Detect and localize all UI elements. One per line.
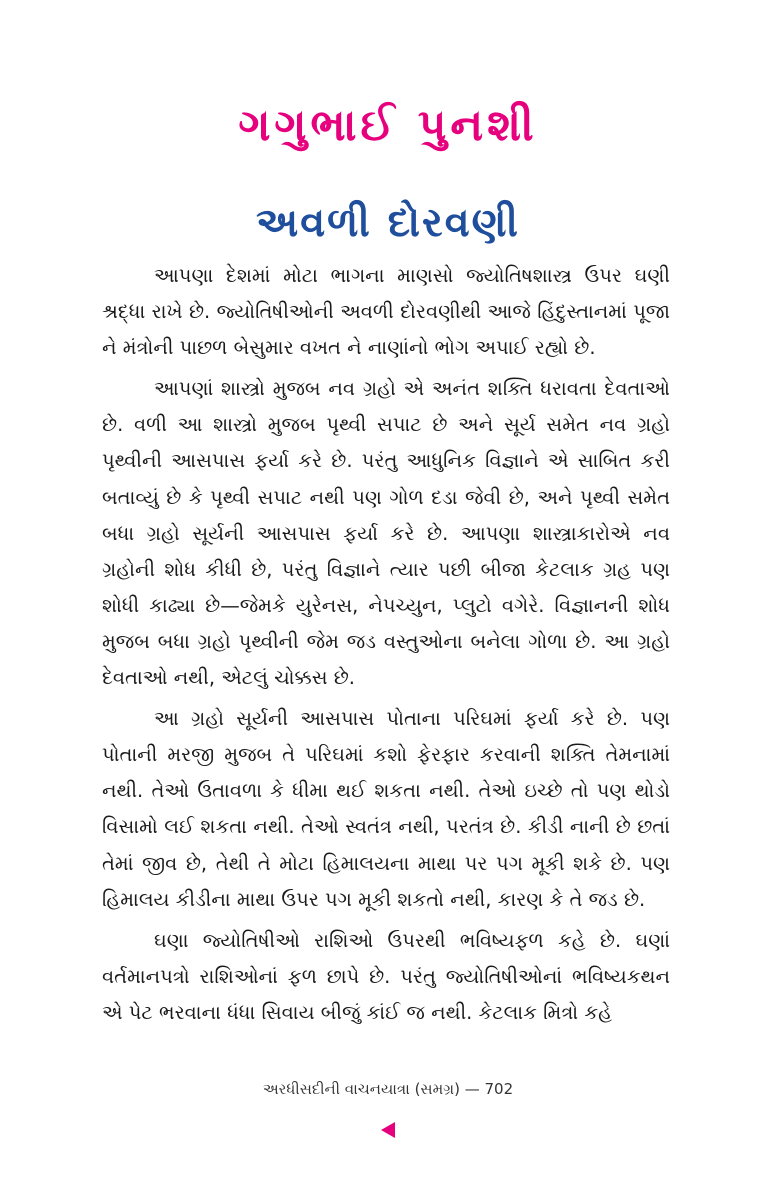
paragraph: આ ગ્રહો સૂર્યની આસપાસ પોતાના પરિઘમાં ફર્યા કરે છે. પણ પોતાની મરજી મુજબ તે પરિઘમાં કશો ફેરફાર કરવાની શક્તિ તેમનામાં નથી. તેઓ ઉતાવળા કે ધીમા થઈ શકતા નથી. તેઓ ઇચ્છે તો પણ થોડો વિસામો લઈ શકતા નથી. તેઓ સ્વતંત્ર નથી, પરતંત્ર છે. કીડી નાની છે છતાં તેમાં જીવ છે, તેથી તે મોટા હિમાલયના માથા પર પગ મૂકી શકે છે. પણ હિમાલય કીડીના માથા ઉપર પગ મૂકી શકતો નથી, કારણ કે તે જડ છે. [102,707,671,911]
paragraph: ઘણા જ્યોતિષીઓ રાશિઓ ઉપરથી ભવિષ્યફળ કહે છે. ઘણાં વર્તમાનપત્રો રાશિઓનાં ફળ છાપે છે. પરંતુ જ્યોતિષીઓનાં ભવિષ્યકથન એ પેટ ભરવાના ધંધા સિવાય બીજું કાંઈ જ નથી. કેટલાક મિત્રો કહે [102,928,670,1024]
previous-page-button[interactable] [378,1118,398,1142]
author-name: ગગુભાઈ પુનશી [238,100,538,151]
previous-page-triangle-icon [381,1122,395,1138]
paragraph: આપણા દેશમાં મોટા ભાગના માણસો જ્યોતિષશાસ્ત્ર ઉપર ઘણી શ્રદ્ધા રાખે છે. જ્યોતિષીઓની અવળી દોરવણીથી આજે હિંદુસ્તાનમાં પૂજા ને મંત્રોની પાછળ બેસુમાર વખત ને નાણાંનો ભોગ અપાઈ રહ્યો છે. [102,264,670,360]
article-title: અવળી દોરવણી [256,200,520,246]
paragraph: આપણાં શાસ્ત્રો મુજબ નવ ગ્રહો એ અનંત શક્તિ ધરાવતા દેવતાઓ છે. વળી આ શાસ્ત્રો મુજબ પૃથ્વી સપાટ છે અને સૂર્ય સમેત નવ ગ્રહો પૃથ્વીની આસપાસ ફર્યા કરે છે. પરંતુ આધુનિક વિજ્ઞાને એ સાબિત કરી બતાવ્યું છે કે પૃથ્વી સપાટ નથી પણ ગોળ દડા જેવી છે, અને પૃથ્વી સમેત બધા ગ્રહો સૂર્યની આસપાસ ફર્યા કરે છે. આપણા શાસ્ત્રાકારોએ નવ ગ્રહોની શોધ કીધી છે, પરંતુ વિજ્ઞાને ત્યાર પછી બીજા કેટલાક ગ્રહ પણ શોધી કાઢ્યા છે—જેમકે યુરેનસ, નેપચ્યુન, પ્લુટો વગેરે. વિજ્ઞાનની શોધ મુજબ બધા ગ્રહો પૃથ્વીની જેમ જડ વસ્તુઓના બનેલા ગોળા છે. આ ગ્રહો દેવતાઓ નથી, એટલું ચોક્કસ છે. [102,377,670,690]
article-body [102,258,670,1036]
page-footer: અરધીસદીની વાચનયાત્રા (સમગ્ર) — 702 [262,1080,514,1098]
